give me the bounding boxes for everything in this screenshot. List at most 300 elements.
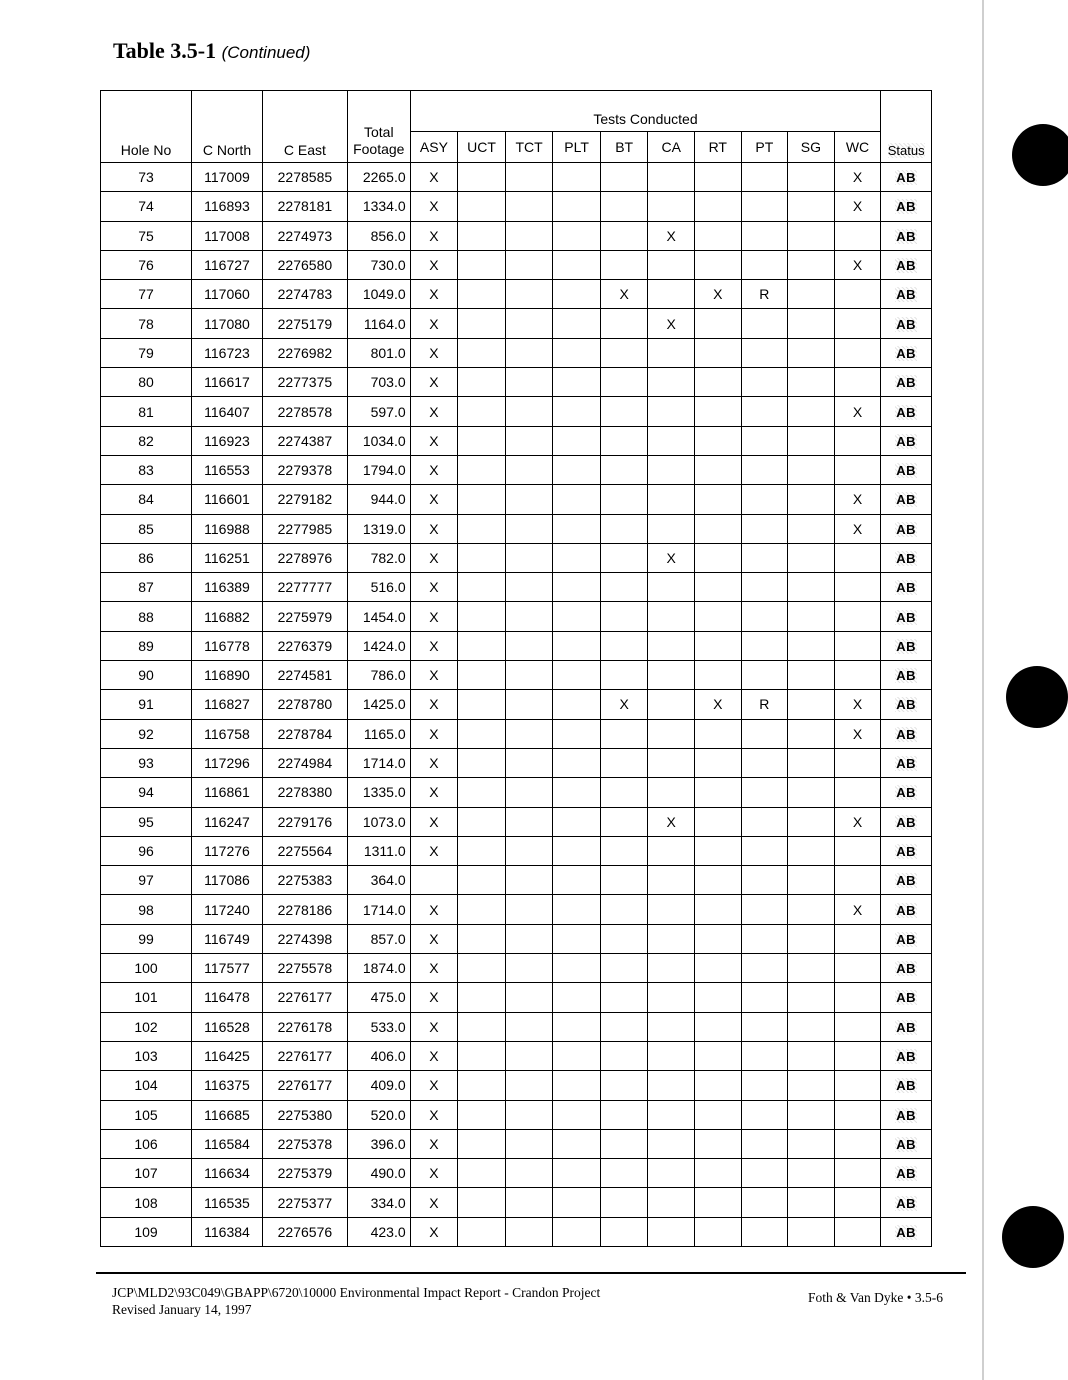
cell-test-uct: [458, 661, 506, 690]
cell-test-wc: [834, 426, 881, 455]
table-row: [101, 338, 932, 367]
cell-total-footage: 490.0: [347, 1159, 410, 1188]
cell-test-asy: X: [410, 1188, 458, 1217]
cell-test-plt: [553, 368, 601, 397]
cell-c-east: 2274387: [262, 426, 347, 455]
cell-test-rt: [695, 192, 742, 221]
cell-test-wc: [834, 748, 881, 777]
table-row: [101, 455, 932, 484]
cell-hole-no: 98: [101, 895, 192, 924]
header-test-wc: WC: [834, 132, 881, 163]
cell-test-pt: [741, 514, 788, 543]
cell-test-bt: [600, 807, 648, 836]
cell-test-tct: [505, 221, 553, 250]
cell-c-north: 116685: [192, 1100, 263, 1129]
cell-test-sg: [788, 1012, 835, 1041]
table-row: [101, 1129, 932, 1158]
status-value: AB: [896, 873, 917, 889]
table-row: [101, 368, 932, 397]
cell-test-asy: [410, 866, 458, 895]
cell-test-pt: [741, 163, 788, 192]
cell-test-uct: [458, 309, 506, 338]
cell-test-uct: [458, 1188, 506, 1217]
cell-hole-no: 106: [101, 1129, 192, 1158]
cell-test-asy: X: [410, 573, 458, 602]
cell-test-sg: [788, 485, 835, 514]
cell-test-wc: [834, 1217, 881, 1246]
cell-test-sg: [788, 836, 835, 865]
cell-test-bt: [600, 719, 648, 748]
cell-test-bt: [600, 543, 648, 572]
cell-test-bt: [600, 924, 648, 953]
table-row: [101, 631, 932, 660]
cell-test-ca: [648, 514, 695, 543]
cell-test-plt: [553, 778, 601, 807]
cell-test-tct: [505, 631, 553, 660]
header-c-north: C North: [192, 91, 263, 163]
cell-test-pt: [741, 426, 788, 455]
cell-test-bt: [600, 250, 648, 279]
cell-test-ca: [648, 690, 695, 719]
cell-test-bt: [600, 954, 648, 983]
cell-status: [881, 221, 932, 250]
cell-test-pt: [741, 924, 788, 953]
cell-test-asy: X: [410, 397, 458, 426]
cell-test-wc: [834, 836, 881, 865]
cell-c-north: 116882: [192, 602, 263, 631]
cell-total-footage: 782.0: [347, 543, 410, 572]
cell-test-uct: [458, 719, 506, 748]
cell-hole-no: 85: [101, 514, 192, 543]
cell-c-east: 2278585: [262, 163, 347, 192]
cell-test-asy: X: [410, 631, 458, 660]
cell-c-north: 116535: [192, 1188, 263, 1217]
cell-test-tct: [505, 543, 553, 572]
cell-status: [881, 778, 932, 807]
cell-test-wc: X: [834, 719, 881, 748]
cell-test-rt: [695, 1129, 742, 1158]
cell-test-tct: [505, 1012, 553, 1041]
cell-total-footage: 409.0: [347, 1071, 410, 1100]
cell-test-tct: [505, 690, 553, 719]
cell-total-footage: 1425.0: [347, 690, 410, 719]
cell-test-asy: X: [410, 163, 458, 192]
cell-test-sg: [788, 866, 835, 895]
cell-test-uct: [458, 485, 506, 514]
cell-status: [881, 836, 932, 865]
cell-test-asy: X: [410, 1159, 458, 1188]
cell-test-pt: [741, 1100, 788, 1129]
cell-test-wc: [834, 631, 881, 660]
cell-test-wc: X: [834, 807, 881, 836]
cell-test-rt: X: [695, 690, 742, 719]
cell-test-plt: [553, 250, 601, 279]
cell-test-uct: [458, 983, 506, 1012]
cell-test-sg: [788, 426, 835, 455]
cell-total-footage: 1034.0: [347, 426, 410, 455]
cell-test-ca: [648, 719, 695, 748]
cell-test-wc: X: [834, 895, 881, 924]
status-value: AB: [896, 814, 917, 830]
cell-test-bt: [600, 514, 648, 543]
cell-test-ca: [648, 631, 695, 660]
status-value: AB: [896, 1224, 917, 1240]
table-title-main: Table 3.5-1: [113, 38, 217, 63]
cell-test-pt: [741, 748, 788, 777]
cell-test-uct: [458, 895, 506, 924]
cell-test-ca: [648, 1129, 695, 1158]
table-row: [101, 1041, 932, 1070]
cell-test-uct: [458, 1159, 506, 1188]
cell-c-east: 2278181: [262, 192, 347, 221]
cell-hole-no: 104: [101, 1071, 192, 1100]
cell-test-plt: [553, 661, 601, 690]
cell-c-north: 116389: [192, 573, 263, 602]
cell-test-uct: [458, 748, 506, 777]
header-hole-no: Hole No: [101, 91, 192, 163]
cell-test-bt: [600, 895, 648, 924]
cell-test-bt: [600, 455, 648, 484]
cell-test-ca: [648, 397, 695, 426]
cell-test-rt: [695, 954, 742, 983]
cell-total-footage: 1334.0: [347, 192, 410, 221]
cell-status: [881, 338, 932, 367]
cell-test-plt: [553, 1188, 601, 1217]
cell-test-rt: [695, 983, 742, 1012]
cell-status: [881, 250, 932, 279]
cell-test-wc: [834, 661, 881, 690]
cell-test-asy: X: [410, 485, 458, 514]
cell-test-plt: [553, 455, 601, 484]
cell-test-rt: [695, 1159, 742, 1188]
cell-c-north: 116553: [192, 455, 263, 484]
status-value: AB: [896, 404, 917, 420]
cell-status: [881, 426, 932, 455]
cell-test-pt: R: [741, 280, 788, 309]
cell-test-pt: [741, 368, 788, 397]
cell-hole-no: 81: [101, 397, 192, 426]
cell-test-rt: [695, 250, 742, 279]
cell-test-asy: X: [410, 426, 458, 455]
cell-test-ca: [648, 192, 695, 221]
cell-test-bt: [600, 573, 648, 602]
cell-test-bt: [600, 1217, 648, 1246]
header-test-ca: CA: [648, 132, 695, 163]
status-value: AB: [896, 551, 917, 566]
cell-test-sg: [788, 163, 835, 192]
cell-test-tct: [505, 397, 553, 426]
cell-test-ca: [648, 338, 695, 367]
cell-status: [881, 192, 932, 221]
cell-test-uct: [458, 543, 506, 572]
cell-test-sg: [788, 1129, 835, 1158]
cell-test-wc: X: [834, 514, 881, 543]
cell-test-tct: [505, 192, 553, 221]
cell-test-rt: [695, 1100, 742, 1129]
cell-total-footage: 533.0: [347, 1012, 410, 1041]
status-value: AB: [896, 199, 917, 215]
header-test-asy: ASY: [410, 132, 458, 163]
cell-test-ca: X: [648, 807, 695, 836]
cell-total-footage: 730.0: [347, 250, 410, 279]
cell-test-wc: [834, 1071, 881, 1100]
cell-hole-no: 90: [101, 661, 192, 690]
cell-test-tct: [505, 1100, 553, 1129]
cell-test-bt: [600, 602, 648, 631]
cell-test-pt: [741, 250, 788, 279]
status-value: AB: [896, 931, 917, 947]
status-value: AB: [896, 609, 917, 625]
cell-test-pt: [741, 602, 788, 631]
cell-test-rt: [695, 866, 742, 895]
cell-hole-no: 95: [101, 807, 192, 836]
table-row: [101, 426, 932, 455]
cell-c-north: 117009: [192, 163, 263, 192]
cell-test-uct: [458, 426, 506, 455]
cell-test-plt: [553, 690, 601, 719]
cell-c-east: 2275578: [262, 954, 347, 983]
cell-test-tct: [505, 983, 553, 1012]
table-row: [101, 690, 932, 719]
header-status-text: Status: [887, 143, 925, 158]
cell-c-north: 116478: [192, 983, 263, 1012]
cell-c-east: 2275383: [262, 866, 347, 895]
table-row: [101, 1217, 932, 1246]
cell-test-pt: [741, 1129, 788, 1158]
cell-test-pt: [741, 573, 788, 602]
cell-c-east: 2275379: [262, 1159, 347, 1188]
cell-test-plt: [553, 1100, 601, 1129]
cell-test-asy: X: [410, 280, 458, 309]
cell-c-east: 2279378: [262, 455, 347, 484]
status-value: AB: [896, 521, 917, 537]
cell-test-sg: [788, 455, 835, 484]
cell-hole-no: 92: [101, 719, 192, 748]
cell-status: [881, 1100, 932, 1129]
cell-total-footage: 364.0: [347, 866, 410, 895]
cell-total-footage: 786.0: [347, 661, 410, 690]
cell-test-tct: [505, 250, 553, 279]
cell-c-east: 2279176: [262, 807, 347, 836]
cell-test-sg: [788, 631, 835, 660]
cell-test-pt: [741, 485, 788, 514]
cell-test-plt: [553, 397, 601, 426]
cell-test-tct: [505, 426, 553, 455]
cell-test-uct: [458, 163, 506, 192]
cell-c-east: 2278976: [262, 543, 347, 572]
cell-test-asy: X: [410, 192, 458, 221]
cell-test-sg: [788, 280, 835, 309]
cell-test-plt: [553, 1159, 601, 1188]
cell-test-ca: [648, 280, 695, 309]
cell-c-east: 2278578: [262, 397, 347, 426]
status-value: AB: [896, 345, 917, 361]
cell-c-east: 2276178: [262, 1012, 347, 1041]
cell-status: [881, 1071, 932, 1100]
cell-test-bt: [600, 1188, 648, 1217]
status-value: AB: [896, 1049, 917, 1065]
cell-test-tct: [505, 1188, 553, 1217]
cell-hole-no: 107: [101, 1159, 192, 1188]
cell-total-footage: 1454.0: [347, 602, 410, 631]
cell-c-east: 2278186: [262, 895, 347, 924]
cell-test-sg: [788, 748, 835, 777]
cell-total-footage: 1319.0: [347, 514, 410, 543]
cell-test-bt: [600, 836, 648, 865]
cell-test-tct: [505, 778, 553, 807]
cell-status: [881, 602, 932, 631]
cell-test-ca: [648, 573, 695, 602]
cell-test-sg: [788, 368, 835, 397]
cell-test-rt: [695, 221, 742, 250]
cell-test-wc: [834, 1100, 881, 1129]
table-row: [101, 836, 932, 865]
cell-c-north: 116601: [192, 485, 263, 514]
cell-test-asy: X: [410, 807, 458, 836]
cell-test-asy: X: [410, 455, 458, 484]
cell-test-sg: [788, 221, 835, 250]
cell-test-sg: [788, 1188, 835, 1217]
cell-test-asy: X: [410, 250, 458, 279]
footer-path: JCP\MLD2\93C049\GBAPP\6720\10000 Environmental Impact Report - Crandon Project: [112, 1285, 601, 1300]
cell-c-north: 116749: [192, 924, 263, 953]
cell-total-footage: 396.0: [347, 1129, 410, 1158]
cell-test-pt: [741, 1159, 788, 1188]
cell-c-east: 2276982: [262, 338, 347, 367]
cell-hole-no: 75: [101, 221, 192, 250]
cell-c-north: 116407: [192, 397, 263, 426]
cell-c-north: 116425: [192, 1041, 263, 1070]
cell-hole-no: 105: [101, 1100, 192, 1129]
table-row: [101, 573, 932, 602]
cell-test-bt: [600, 163, 648, 192]
table-row: [101, 924, 932, 953]
cell-test-tct: [505, 455, 553, 484]
table-row: [101, 1071, 932, 1100]
cell-test-asy: X: [410, 690, 458, 719]
cell-test-bt: [600, 368, 648, 397]
cell-test-sg: [788, 690, 835, 719]
cell-test-tct: [505, 866, 553, 895]
cell-hole-no: 78: [101, 309, 192, 338]
cell-test-rt: [695, 455, 742, 484]
cell-test-asy: X: [410, 748, 458, 777]
cell-test-ca: [648, 895, 695, 924]
cell-hole-no: 102: [101, 1012, 192, 1041]
cell-test-uct: [458, 1012, 506, 1041]
table-row: [101, 661, 932, 690]
cell-test-pt: [741, 1217, 788, 1246]
cell-test-ca: [648, 455, 695, 484]
table-row: [101, 954, 932, 983]
table-row: [101, 866, 932, 895]
cell-test-wc: [834, 338, 881, 367]
cell-total-footage: 406.0: [347, 1041, 410, 1070]
cell-test-sg: [788, 1217, 835, 1246]
cell-test-asy: X: [410, 543, 458, 572]
cell-hole-no: 101: [101, 983, 192, 1012]
cell-test-rt: [695, 368, 742, 397]
cell-hole-no: 88: [101, 602, 192, 631]
table-row: [101, 543, 932, 572]
cell-test-tct: [505, 485, 553, 514]
cell-c-east: 2278380: [262, 778, 347, 807]
cell-test-rt: [695, 1041, 742, 1070]
cell-test-bt: [600, 426, 648, 455]
cell-test-asy: X: [410, 1217, 458, 1246]
cell-test-asy: X: [410, 983, 458, 1012]
cell-c-north: 116827: [192, 690, 263, 719]
cell-test-bt: [600, 1012, 648, 1041]
cell-test-rt: [695, 1188, 742, 1217]
cell-total-footage: 1424.0: [347, 631, 410, 660]
cell-test-uct: [458, 690, 506, 719]
cell-hole-no: 89: [101, 631, 192, 660]
cell-hole-no: 94: [101, 778, 192, 807]
cell-c-east: 2276580: [262, 250, 347, 279]
cell-test-tct: [505, 1041, 553, 1070]
cell-test-wc: X: [834, 192, 881, 221]
cell-c-north: 117296: [192, 748, 263, 777]
cell-test-sg: [788, 1159, 835, 1188]
cell-status: [881, 397, 932, 426]
table-row: [101, 748, 932, 777]
cell-c-east: 2275378: [262, 1129, 347, 1158]
cell-test-bt: [600, 221, 648, 250]
cell-status: [881, 924, 932, 953]
cell-test-bt: [600, 748, 648, 777]
cell-test-sg: [788, 807, 835, 836]
cell-total-footage: 1164.0: [347, 309, 410, 338]
cell-total-footage: 857.0: [347, 924, 410, 953]
cell-test-wc: [834, 924, 881, 953]
cell-test-tct: [505, 807, 553, 836]
cell-c-north: 117240: [192, 895, 263, 924]
cell-total-footage: 1311.0: [347, 836, 410, 865]
cell-test-tct: [505, 602, 553, 631]
cell-hole-no: 103: [101, 1041, 192, 1070]
cell-test-asy: X: [410, 1129, 458, 1158]
cell-test-wc: [834, 1129, 881, 1158]
cell-test-asy: X: [410, 954, 458, 983]
cell-test-bt: [600, 778, 648, 807]
cell-test-tct: [505, 836, 553, 865]
cell-test-rt: [695, 719, 742, 748]
table-row: [101, 1188, 932, 1217]
cell-hole-no: 82: [101, 426, 192, 455]
cell-test-rt: [695, 163, 742, 192]
table-row: [101, 250, 932, 279]
cell-test-wc: [834, 1188, 881, 1217]
cell-test-wc: [834, 1159, 881, 1188]
cell-test-asy: X: [410, 895, 458, 924]
cell-status: [881, 690, 932, 719]
cell-test-pt: [741, 338, 788, 367]
cell-status: [881, 807, 932, 836]
cell-hole-no: 100: [101, 954, 192, 983]
cell-test-plt: [553, 485, 601, 514]
status-value: AB: [896, 287, 917, 303]
cell-test-bt: [600, 1129, 648, 1158]
cell-test-sg: [788, 250, 835, 279]
footer-right: Foth & Van Dyke • 3.5-6: [808, 1290, 943, 1305]
status-value: AB: [896, 170, 917, 186]
cell-c-north: 117008: [192, 221, 263, 250]
table-row: [101, 397, 932, 426]
cell-test-ca: [648, 250, 695, 279]
cell-test-pt: [741, 661, 788, 690]
header-test-plt: PLT: [553, 132, 601, 163]
